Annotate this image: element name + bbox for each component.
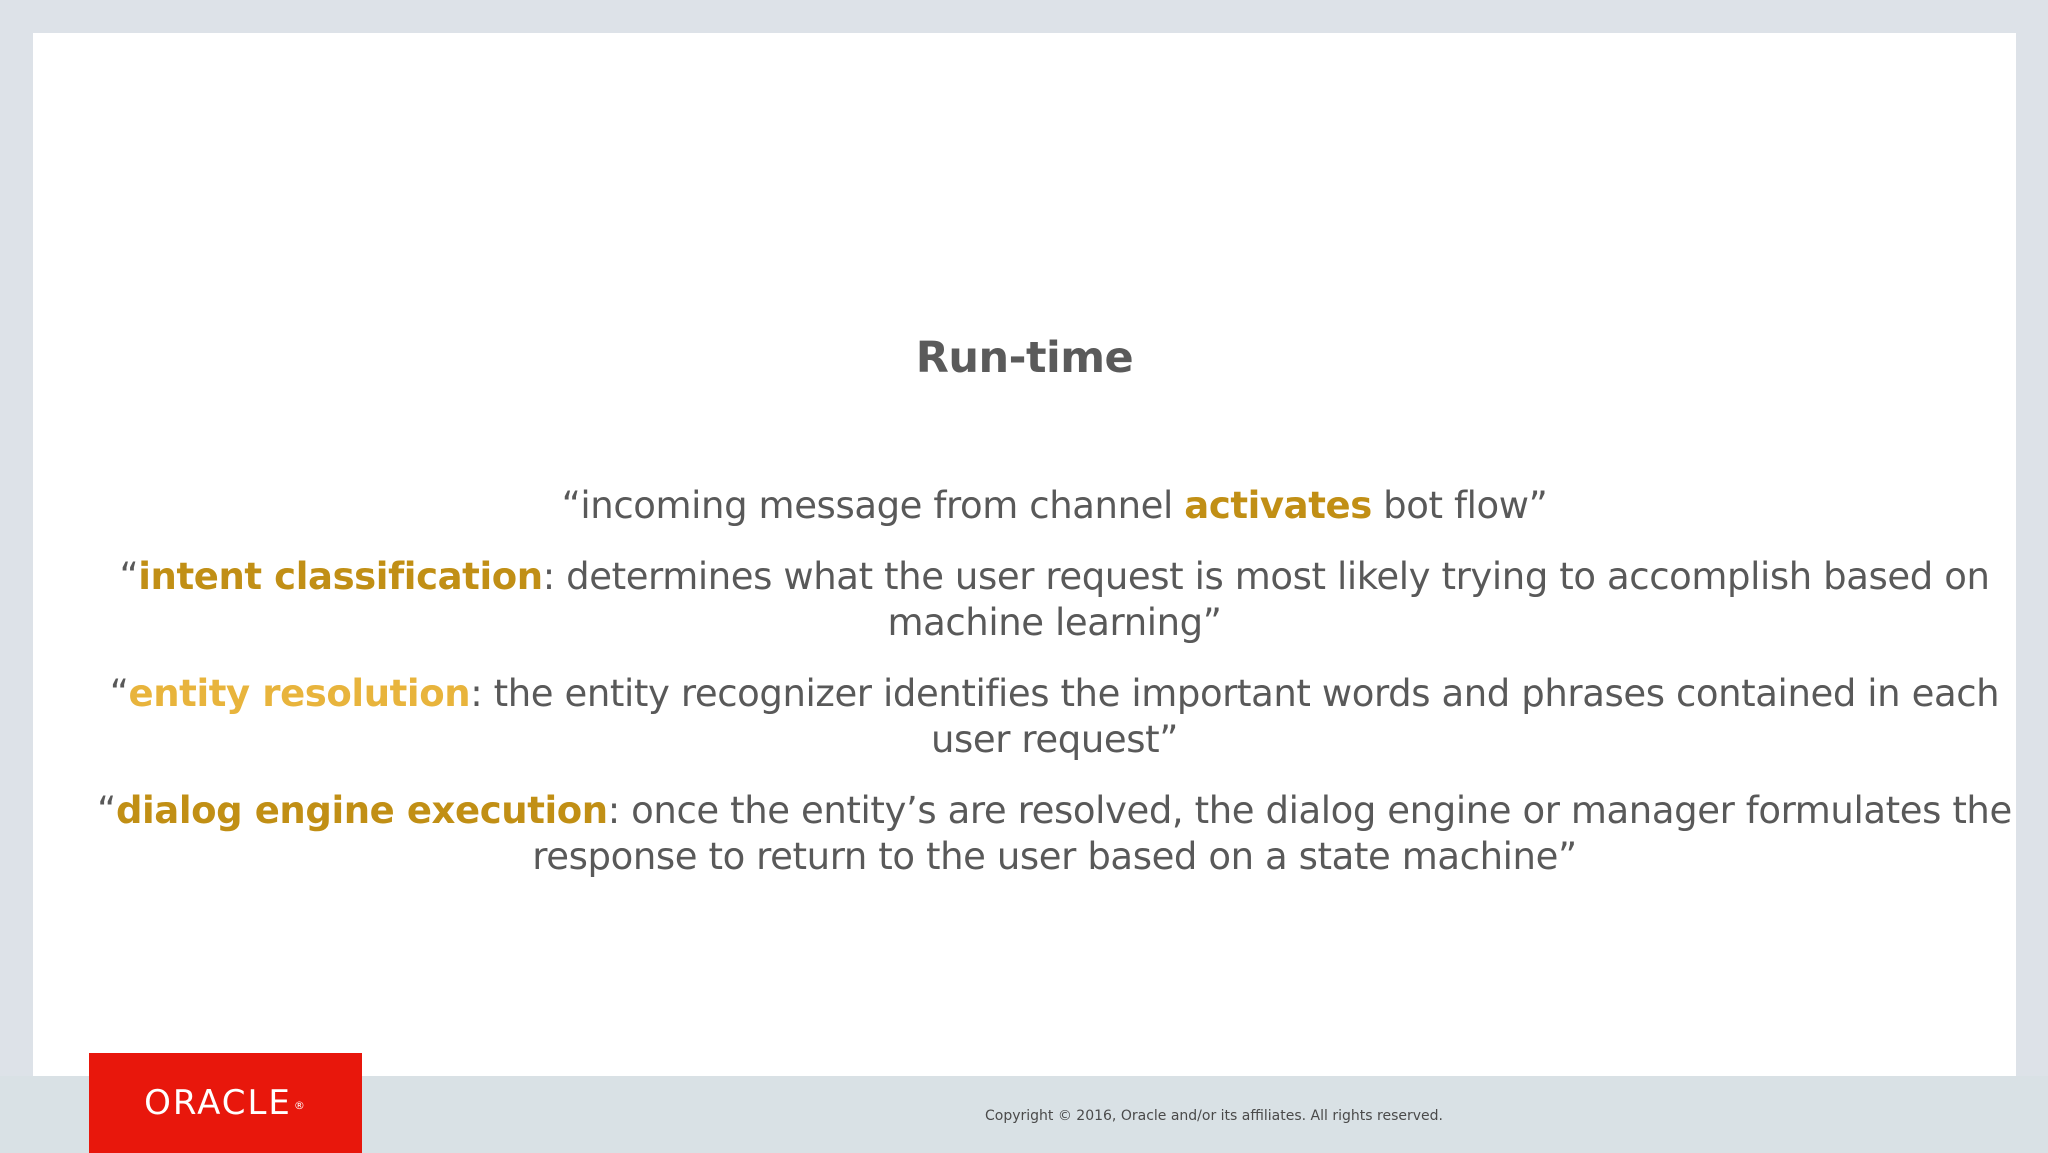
line-text: : determines what the user request is most likely trying to accomplish based on machine learning” [542, 555, 1990, 644]
logo-text: ORACLE [144, 1083, 292, 1123]
body-line-activation [93, 483, 2016, 529]
slide [33, 33, 2016, 1076]
slide-title: Run-time [915, 333, 1134, 383]
highlight-term: activates [1184, 484, 1372, 527]
highlight-term: intent classification [138, 555, 543, 598]
body-line-dialog [93, 788, 2016, 880]
line-text: “incoming message from channel [561, 484, 1185, 527]
line-text: “ [109, 672, 129, 715]
line-text: : once the entity’s are resolved, the dialog engine or manager formulates the response to return to the user based on a state machine” [532, 789, 2012, 878]
body-line-intent [93, 554, 2016, 646]
line-text: “ [119, 555, 139, 598]
line-text: bot flow” [1371, 484, 1548, 527]
highlight-term: entity resolution [128, 672, 471, 715]
oracle-logo [89, 1053, 362, 1153]
highlight-term: dialog engine execution [115, 789, 608, 832]
line-text: : the entity recognizer identifies the important words and phrases contained in each user request” [470, 672, 2000, 761]
line-text: “ [97, 789, 116, 832]
copyright-notice: Copyright © 2016, Oracle and/or its affiliates. All rights reserved. [985, 1108, 1443, 1124]
body-line-entity [93, 671, 2016, 763]
slide-body [93, 483, 2016, 905]
registered-mark: ® [293, 1098, 307, 1112]
